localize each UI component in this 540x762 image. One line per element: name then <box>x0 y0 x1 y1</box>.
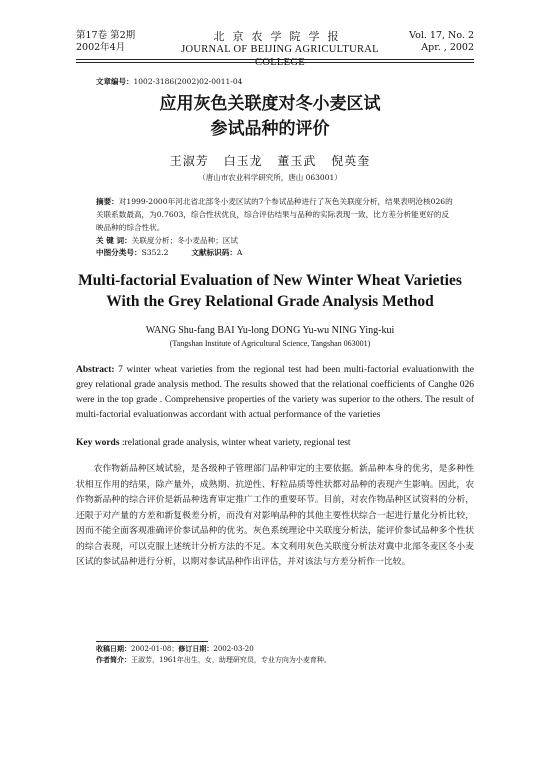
introduction-paragraph: 农作物新品种区域试验，是各级种子管理部门品种审定的主要依据。新品种本身的优劣，是多种性状相互作用的结果，除产量外，成熟期、抗逆性、籽粒品质等性状都对品种的表现产生影响。因此，农作物新品种的综合评价是新品种选育审定推广工作的重要环节。目前，对农作物品种区试资料的分析，还限于对产量的方差和新复极差分析，而没有对影响品种的其他主要性状综合一起进行量化分析比较，因而不能全面客观准确评价参试品种的优劣。灰色系统理论中关联度分析法，能评价参试品种多个性状的综合表现，可以克服上述统计分析方法的不足。本文利用灰色关联度分析法对冀中北部冬麦区冬小麦区试的参试品种进行分析，以期对参试品种作出评估，并对该法与方差分析作一比较。 <box>76 464 474 567</box>
header-issue-en <box>409 30 474 54</box>
keywords-cn <box>96 235 456 247</box>
journal-name-cn: 北京农学院学报 <box>213 30 347 43</box>
title-en <box>0 270 540 312</box>
keywords-en-text: :relational grade analysis, winter wheat variety, regional test <box>119 438 351 448</box>
abstract-cn-label: 摘要： <box>96 197 119 206</box>
authors-en: WANG Shu-fang BAI Yu-long DONG Yu-wu NING Ying-kui <box>145 325 395 336</box>
footnote-dates <box>96 644 476 655</box>
abstract-en-text: 7 winter wheat varieties from the regional test had been multi-factorial evaluationwith the grey relational grade analysis method. The results showed that the relational coefficients of Canghe 026 were in the top grade . Comprehensive properties of the variety was superior to the others. The result of multi-factorial evaluationwas accordant with actual performance of the varieties <box>76 365 474 420</box>
header-date: 2002年4月 <box>76 42 126 53</box>
clc-value: S352.2 <box>141 248 169 257</box>
abstract-en-label: Abstract: <box>76 365 115 375</box>
footnote-author <box>96 655 476 666</box>
header-issue <box>76 30 135 54</box>
header-volume-en: Vol. 17, No. 2 <box>409 30 474 41</box>
doc-code-value: A <box>236 248 243 257</box>
footnote-rule <box>96 641 208 642</box>
classification-row <box>96 247 456 259</box>
keywords-cn-label: 关 键 词： <box>96 236 132 245</box>
title-cn-line1: 应用灰色关联度对冬小麦区试 <box>159 94 381 114</box>
affiliation-en: (Tangshan Institute of Agricultural Science, Tangshan 063001) <box>169 339 371 348</box>
title-en-line2: With the Grey Relational Grade Analysis Method <box>106 293 434 310</box>
journal-name-en: JOURNAL OF BEIJING AGRICULTURAL COLLEGE <box>181 44 379 68</box>
title-cn <box>0 92 540 142</box>
author-bio-text: 王淑芳，1961年出生，女，助理研究员，专业方向为小麦育种。 <box>131 656 331 664</box>
doc-code-label: 文献标识码： <box>191 248 237 257</box>
keywords-cn-text: 关联度分析；冬小麦品种；区试 <box>131 236 238 245</box>
keywords-en-label: Key words <box>76 438 120 448</box>
header-rule <box>76 59 474 63</box>
keywords-en <box>76 436 474 451</box>
title-cn-line2: 参试品种的评价 <box>210 119 330 139</box>
article-number <box>96 76 242 87</box>
clc-label: 中图分类号： <box>96 248 142 257</box>
author-bio-label: 作者简介： <box>96 656 131 664</box>
revised-date: 2002-03-20 <box>213 645 254 653</box>
abstract-en <box>76 363 474 423</box>
received-date: 2002-01-08； <box>131 645 179 653</box>
header-journal <box>160 30 400 69</box>
article-number-label: 文章编号： <box>96 77 134 86</box>
revised-label: 修订日期： <box>178 645 214 653</box>
abstract-cn <box>96 195 456 234</box>
article-number-value: 1002-3186(2002)02-0011-04 <box>133 77 243 86</box>
authors-cn: 王淑芳 白玉龙 董玉武 倪英奎 <box>169 154 371 168</box>
header-date-en: Apr. , 2002 <box>421 42 474 53</box>
affiliation-cn: （唐山市农业科学研究所，唐山 063001） <box>198 173 342 182</box>
running-header <box>76 30 474 68</box>
received-label: 收稿日期： <box>96 645 131 653</box>
abstract-cn-text: 对1999-2000年河北省北部冬小麦区试的7个参试品种进行了灰色关联度分析，结果表明沧核026的关联系数最高，为0.7603，综合性状优良，综合评估结果与品种的实际表现一致，比方差分析能更好的反映品种的综合性状。 <box>96 197 453 232</box>
header-volume: 第17卷 第2期 <box>76 30 136 41</box>
footnote <box>96 644 476 666</box>
title-en-line1: Multi-factorial Evaluation of New Winter Wheat Varieties <box>78 272 462 289</box>
